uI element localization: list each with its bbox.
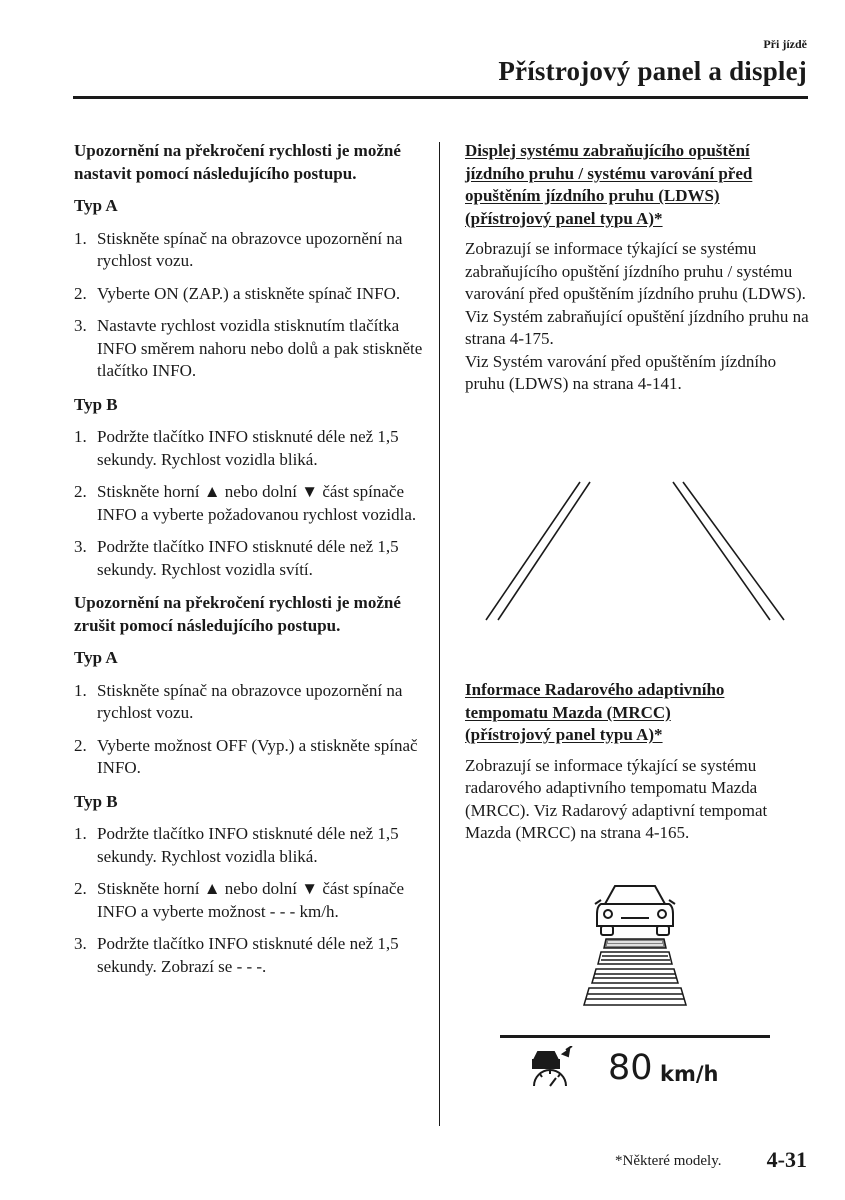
cancel-typ-b-label: Typ B <box>74 791 118 811</box>
cancel-typ-a-steps <box>74 680 424 780</box>
cancel-typ-a-label: Typ A <box>74 648 118 667</box>
left-lane-line-inner <box>498 482 590 620</box>
mrcc-speed-display <box>500 1035 770 1103</box>
list-item: 1. Stiskněte spínač na obrazovce upozornění na rychlost vozu. <box>74 680 403 722</box>
list-item: 2. Vyberte ON (ZAP.) a stiskněte spínač INFO. <box>74 283 401 303</box>
mrcc-body: Zobrazují se informace týkající se systému radarového adaptivního tempomatu Mazda (MRCC). Viz Radarový adaptivní tempomat Mazda (MRCC) na strana 4-165. <box>465 755 768 842</box>
ldws-body: Zobrazují se informace týkající se systému zabraňujícího opuštění jízdního pruhu / systému varování před opuštěním jízdního pruhu (LDWS). Viz Systém zabraňující opuštění jízdního pruhu na strana 4-175. Viz Systém varování před opuštěním jízdního pruhu (LDWS) na strana 4-141. <box>465 239 809 393</box>
list-item: 1. Stiskněte spínač na obrazovce upozornění na rychlost vozu. <box>74 228 403 270</box>
page-title: Přístrojový panel a displej <box>498 56 807 86</box>
right-column <box>465 140 810 396</box>
mrcc-section <box>465 679 810 845</box>
set-typ-a-label: Typ A <box>74 196 118 215</box>
mrcc-heading: Informace Radarového adaptivního tempomatu Mazda (MRCC) (přístrojový panel typu A)* <box>465 680 725 744</box>
car-front-icon <box>595 886 675 935</box>
list-item: 3. Podržte tlačítko INFO stisknuté déle než 1,5 sekundy. Rychlost vozidla svítí. <box>74 537 399 579</box>
set-typ-b-label: Typ B <box>74 394 118 414</box>
speed-unit: km/h <box>660 1062 719 1086</box>
distance-bars-icon <box>584 939 686 1005</box>
right-lane-line-outer <box>683 482 784 620</box>
mrcc-indicator-icon <box>530 1046 578 1088</box>
list-item: 2. Vyberte možnost OFF (Vyp.) a stiskněte spínač INFO. <box>74 735 418 777</box>
right-lane-line-inner <box>673 482 770 620</box>
section-label: Při jízdě <box>763 37 807 51</box>
left-lane-line-outer <box>486 482 580 620</box>
set-typ-b-steps <box>74 426 424 581</box>
page-number: 4-31 <box>766 1147 807 1172</box>
list-item: 3. Podržte tlačítko INFO stisknuté déle než 1,5 sekundy. Zobrazí se - - -. <box>74 934 399 976</box>
left-column <box>74 140 424 989</box>
list-item: 1. Podržte tlačítko INFO stisknuté déle než 1,5 sekundy. Rychlost vozidla bliká. <box>74 427 399 469</box>
list-item: 2. Stiskněte horní ▲ nebo dolní ▼ část spínače INFO a vyberte požadovanou rychlost vozidla. <box>74 482 417 524</box>
list-item: 2. Stiskněte horní ▲ nebo dolní ▼ část spínače INFO a vyberte možnost - - - km/h. <box>74 879 405 921</box>
list-item: 3. Nastavte rychlost vozidla stisknutím tlačítka INFO směrem nahoru nebo dolů a pak stiskněte tlačítko INFO. <box>74 316 423 380</box>
list-item: 1. Podržte tlačítko INFO stisknuté déle než 1,5 sekundy. Rychlost vozidla bliká. <box>74 824 399 866</box>
ldws-heading: Displej systému zabraňujícího opuštění jízdního pruhu / systému varování před opuštěním jízdního pruhu (LDWS) (přístrojový panel typu A)* <box>465 141 753 228</box>
cancel-typ-b-steps <box>74 823 424 978</box>
car-distance-illustration <box>575 868 695 1013</box>
set-intro: Upozornění na překročení rychlosti je možné nastavit pomocí následujícího postupu. <box>74 141 401 183</box>
speed-value: 80 <box>608 1048 653 1088</box>
footnote: *Některé modely. <box>615 1153 722 1169</box>
column-divider <box>439 142 440 1126</box>
set-typ-a-steps <box>74 228 424 383</box>
title-rule <box>73 96 808 99</box>
lane-lines-illustration <box>470 470 800 630</box>
cancel-intro: Upozornění na překročení rychlosti je možné zrušit pomocí následujícího postupu. <box>74 593 401 635</box>
